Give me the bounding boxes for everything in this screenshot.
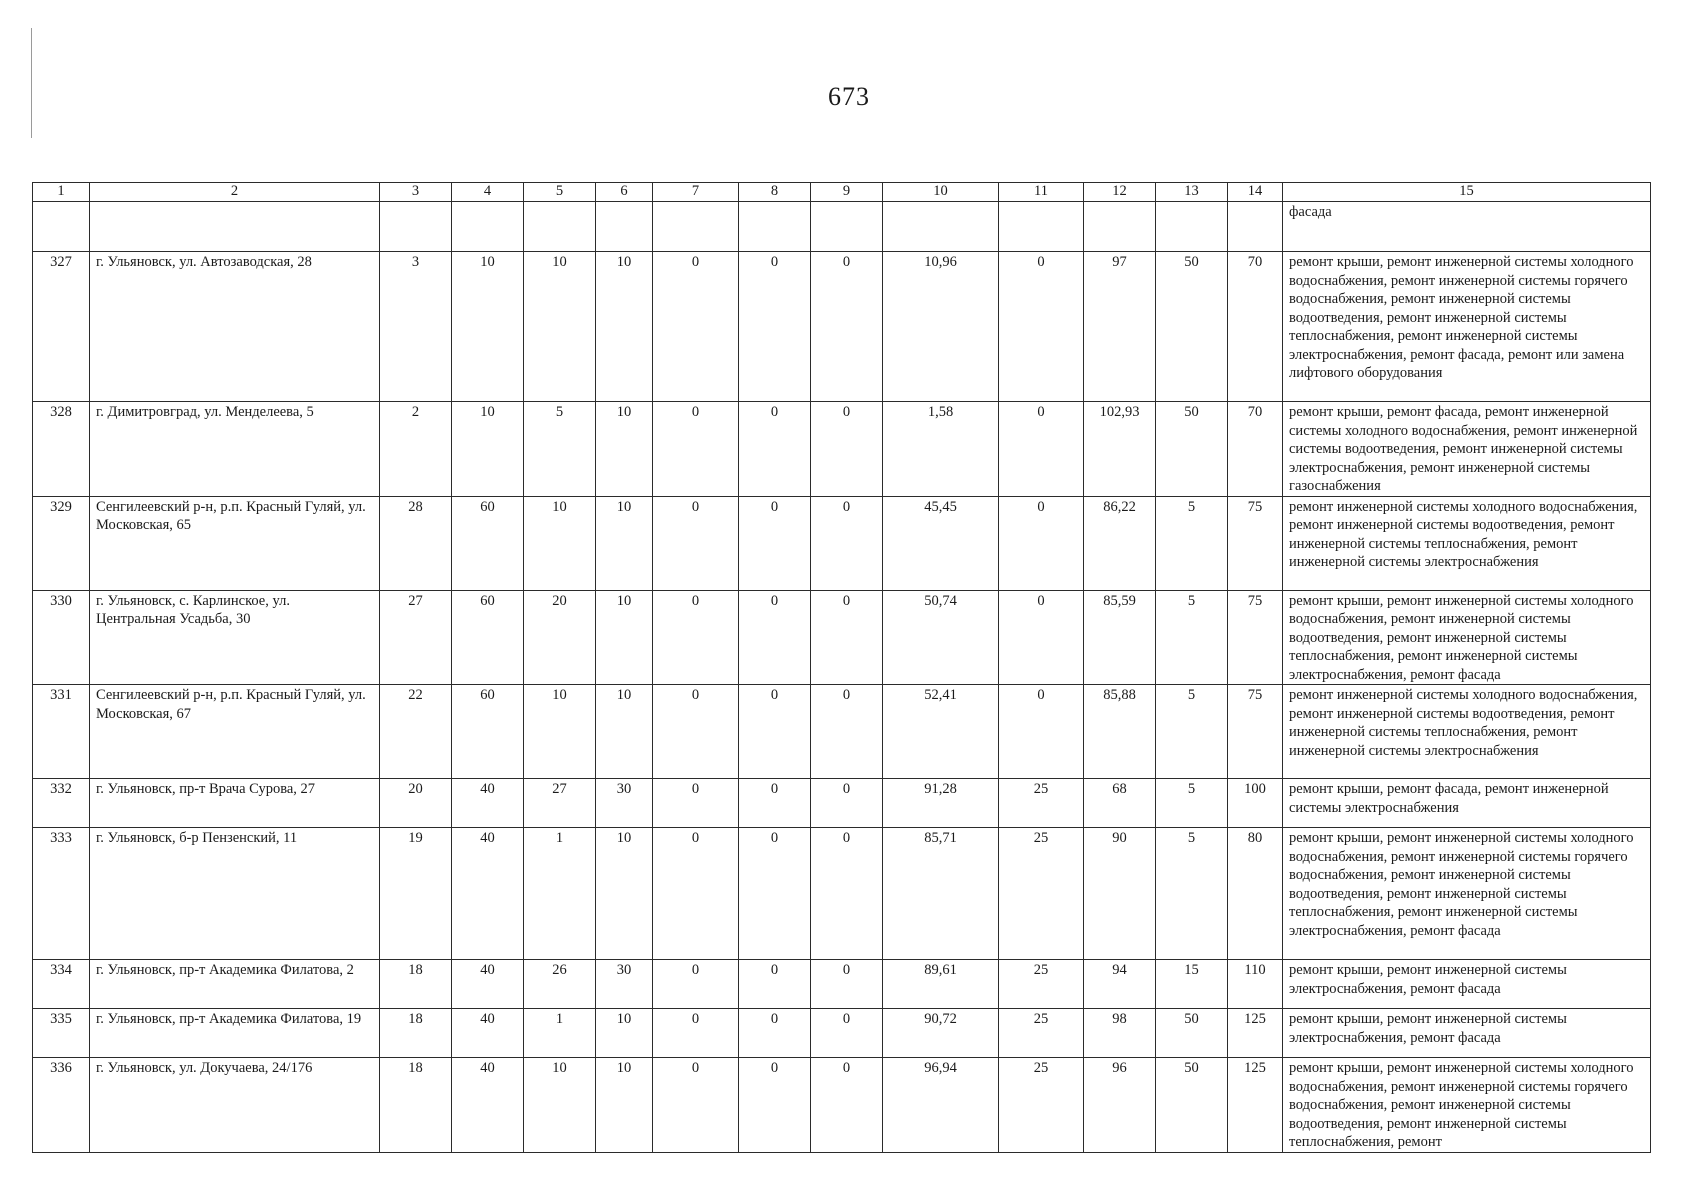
value-cell: 0 — [653, 402, 739, 497]
value-cell: 0 — [999, 685, 1084, 779]
header-cell: 7 — [653, 183, 739, 202]
value-cell: 94 — [1084, 960, 1156, 1009]
value-cell: 10 — [596, 496, 653, 590]
value-cell: 60 — [452, 496, 524, 590]
value-cell: 0 — [653, 828, 739, 960]
value-cell: 10 — [596, 828, 653, 960]
value-cell: 85,71 — [883, 828, 999, 960]
address-cell: г. Ульяновск, с. Карлинское, ул. Центральная Усадьба, 30 — [90, 590, 380, 685]
value-cell: 5 — [1156, 496, 1228, 590]
value-cell: 50 — [1156, 402, 1228, 497]
value-cell: 10 — [596, 1009, 653, 1058]
value-cell: 5 — [1156, 685, 1228, 779]
address-cell: Сенгилеевский р-н, р.п. Красный Гуляй, ул. Московская, 67 — [90, 685, 380, 779]
header-cell: 8 — [739, 183, 811, 202]
work-list-cell: фасада — [1283, 202, 1651, 252]
work-list-cell: ремонт крыши, ремонт фасада, ремонт инженерной системы электроснабжения — [1283, 779, 1651, 828]
value-cell: 80 — [1228, 828, 1283, 960]
value-cell: 52,41 — [883, 685, 999, 779]
value-cell: 0 — [739, 828, 811, 960]
value-cell: 86,22 — [1084, 496, 1156, 590]
value-cell: 20 — [524, 590, 596, 685]
value-cell: 100 — [1228, 779, 1283, 828]
row-number-cell: 329 — [33, 496, 90, 590]
value-cell: 75 — [1228, 496, 1283, 590]
address-cell: г. Димитровград, ул. Менделеева, 5 — [90, 402, 380, 497]
value-cell: 10 — [452, 252, 524, 402]
value-cell: 40 — [452, 1058, 524, 1153]
value-cell: 1 — [524, 1009, 596, 1058]
value-cell: 0 — [739, 1058, 811, 1153]
work-list-cell: ремонт крыши, ремонт инженерной системы холодного водоснабжения, ремонт инженерной системы горячего водоснабжения, ремонт инженерной системы водоотведения, ремонт инженерной системы теплоснабжения, ремонт инженерной системы электроснабжения, ремонт фасада — [1283, 828, 1651, 960]
value-cell: 70 — [1228, 402, 1283, 497]
value-cell: 25 — [999, 779, 1084, 828]
table-row — [33, 402, 1651, 497]
header-cell: 3 — [380, 183, 452, 202]
value-cell: 18 — [380, 1058, 452, 1153]
value-cell: 30 — [596, 779, 653, 828]
value-cell: 96,94 — [883, 1058, 999, 1153]
value-cell: 75 — [1228, 590, 1283, 685]
value-cell: 91,28 — [883, 779, 999, 828]
value-cell: 10 — [452, 402, 524, 497]
header-cell: 1 — [33, 183, 90, 202]
value-cell: 0 — [739, 496, 811, 590]
value-cell: 0 — [739, 960, 811, 1009]
value-cell: 0 — [739, 590, 811, 685]
value-cell: 0 — [811, 590, 883, 685]
value-cell: 5 — [1156, 779, 1228, 828]
value-cell: 10 — [524, 496, 596, 590]
value-cell: 30 — [596, 960, 653, 1009]
table-row — [33, 779, 1651, 828]
value-cell: 15 — [1156, 960, 1228, 1009]
value-cell: 0 — [999, 590, 1084, 685]
value-cell: 90,72 — [883, 1009, 999, 1058]
work-list-cell: ремонт крыши, ремонт инженерной системы электроснабжения, ремонт фасада — [1283, 1009, 1651, 1058]
value-cell: 50 — [1156, 1058, 1228, 1153]
value-cell: 125 — [1228, 1058, 1283, 1153]
value-cell: 10 — [596, 590, 653, 685]
work-list-cell: ремонт крыши, ремонт инженерной системы холодного водоснабжения, ремонт инженерной системы горячего водоснабжения, ремонт инженерной системы водоотведения, ремонт инженерной системы теплоснабжения, ремонт инженерной системы электроснабжения, ремонт фасада, ремонт или замена лифтового оборудования — [1283, 252, 1651, 402]
row-number-cell: 331 — [33, 685, 90, 779]
value-cell: 0 — [999, 402, 1084, 497]
value-cell: 20 — [380, 779, 452, 828]
value-cell: 70 — [1228, 252, 1283, 402]
value-cell: 10 — [596, 1058, 653, 1153]
table-row — [33, 496, 1651, 590]
value-cell: 25 — [999, 960, 1084, 1009]
header-cell: 2 — [90, 183, 380, 202]
row-number-cell: 330 — [33, 590, 90, 685]
work-list-cell: ремонт крыши, ремонт фасада, ремонт инженерной системы холодного водоснабжения, ремонт инженерной системы водоотведения, ремонт инженерной системы электроснабжения, ремонт инженерной системы газоснабжения — [1283, 402, 1651, 497]
value-cell: 0 — [999, 496, 1084, 590]
table-row — [33, 828, 1651, 960]
value-cell: 10 — [596, 685, 653, 779]
value-cell: 0 — [653, 685, 739, 779]
value-cell: 68 — [1084, 779, 1156, 828]
value-cell: 85,59 — [1084, 590, 1156, 685]
value-cell: 27 — [380, 590, 452, 685]
value-cell: 0 — [739, 402, 811, 497]
value-cell: 0 — [811, 1058, 883, 1153]
value-cell: 97 — [1084, 252, 1156, 402]
header-cell: 6 — [596, 183, 653, 202]
value-cell: 18 — [380, 960, 452, 1009]
table-row — [33, 960, 1651, 1009]
value-cell: 85,88 — [1084, 685, 1156, 779]
work-list-cell: ремонт инженерной системы холодного водоснабжения, ремонт инженерной системы водоотведения, ремонт инженерной системы теплоснабжения, ремонт инженерной системы электроснабжения — [1283, 685, 1651, 779]
row-number-cell: 332 — [33, 779, 90, 828]
value-cell: 25 — [999, 1058, 1084, 1153]
header-cell: 14 — [1228, 183, 1283, 202]
header-cell: 11 — [999, 183, 1084, 202]
value-cell: 0 — [653, 252, 739, 402]
value-cell: 40 — [452, 1009, 524, 1058]
value-cell: 25 — [999, 1009, 1084, 1058]
value-cell: 1 — [524, 828, 596, 960]
value-cell: 0 — [811, 252, 883, 402]
work-list-cell: ремонт крыши, ремонт инженерной системы холодного водоснабжения, ремонт инженерной системы горячего водоснабжения, ремонт инженерной системы водоотведения, ремонт инженерной системы теплоснабжения, ремонт — [1283, 1058, 1651, 1153]
value-cell: 0 — [653, 1009, 739, 1058]
value-cell: 40 — [452, 960, 524, 1009]
header-cell: 10 — [883, 183, 999, 202]
value-cell: 0 — [811, 960, 883, 1009]
address-cell: г. Ульяновск, ул. Автозаводская, 28 — [90, 252, 380, 402]
value-cell: 5 — [1156, 828, 1228, 960]
value-cell: 89,61 — [883, 960, 999, 1009]
value-cell: 0 — [999, 252, 1084, 402]
value-cell: 0 — [653, 1058, 739, 1153]
work-list-cell: ремонт крыши, ремонт инженерной системы холодного водоснабжения, ремонт инженерной системы водоотведения, ремонт инженерной системы теплоснабжения, ремонт инженерной системы электроснабжения, ремонт фасада — [1283, 590, 1651, 685]
value-cell: 3 — [380, 252, 452, 402]
table-row — [33, 1009, 1651, 1058]
value-cell: 10,96 — [883, 252, 999, 402]
value-cell: 10 — [524, 685, 596, 779]
value-cell: 19 — [380, 828, 452, 960]
value-cell: 0 — [739, 252, 811, 402]
row-number-cell: 328 — [33, 402, 90, 497]
value-cell: 18 — [380, 1009, 452, 1058]
address-cell: г. Ульяновск, пр-т Врача Сурова, 27 — [90, 779, 380, 828]
header-cell: 12 — [1084, 183, 1156, 202]
value-cell: 0 — [739, 1009, 811, 1058]
table-row — [33, 685, 1651, 779]
row-number-cell: 336 — [33, 1058, 90, 1153]
table-row — [33, 590, 1651, 685]
header-cell: 13 — [1156, 183, 1228, 202]
table-row — [33, 252, 1651, 402]
value-cell: 0 — [811, 496, 883, 590]
value-cell: 0 — [653, 960, 739, 1009]
value-cell: 25 — [999, 828, 1084, 960]
value-cell: 40 — [452, 828, 524, 960]
value-cell: 125 — [1228, 1009, 1283, 1058]
value-cell: 0 — [811, 1009, 883, 1058]
value-cell: 50 — [1156, 252, 1228, 402]
value-cell: 26 — [524, 960, 596, 1009]
value-cell: 10 — [596, 402, 653, 497]
value-cell: 50 — [1156, 1009, 1228, 1058]
value-cell: 102,93 — [1084, 402, 1156, 497]
value-cell: 1,58 — [883, 402, 999, 497]
header-cell: 15 — [1283, 183, 1651, 202]
value-cell: 28 — [380, 496, 452, 590]
value-cell: 0 — [811, 779, 883, 828]
value-cell: 0 — [811, 828, 883, 960]
row-number-cell: 333 — [33, 828, 90, 960]
row-number-cell: 334 — [33, 960, 90, 1009]
value-cell: 0 — [811, 685, 883, 779]
value-cell: 110 — [1228, 960, 1283, 1009]
value-cell: 0 — [739, 685, 811, 779]
continuation-row — [33, 202, 1651, 252]
value-cell: 75 — [1228, 685, 1283, 779]
work-list-cell: ремонт инженерной системы холодного водоснабжения, ремонт инженерной системы водоотведения, ремонт инженерной системы теплоснабжения, ремонт инженерной системы электроснабжения — [1283, 496, 1651, 590]
value-cell: 90 — [1084, 828, 1156, 960]
value-cell: 0 — [653, 590, 739, 685]
value-cell: 0 — [739, 779, 811, 828]
value-cell: 0 — [653, 496, 739, 590]
value-cell: 27 — [524, 779, 596, 828]
value-cell: 0 — [653, 779, 739, 828]
value-cell: 10 — [596, 252, 653, 402]
value-cell: 5 — [1156, 590, 1228, 685]
value-cell: 60 — [452, 685, 524, 779]
value-cell: 96 — [1084, 1058, 1156, 1153]
page-number: 673 — [828, 82, 870, 111]
row-number-cell: 335 — [33, 1009, 90, 1058]
repair-program-table — [32, 182, 1651, 1153]
value-cell: 60 — [452, 590, 524, 685]
header-cell: 4 — [452, 183, 524, 202]
table-row — [33, 1058, 1651, 1153]
value-cell: 50,74 — [883, 590, 999, 685]
row-number-cell: 327 — [33, 252, 90, 402]
address-cell: г. Ульяновск, пр-т Академика Филатова, 2 — [90, 960, 380, 1009]
value-cell: 98 — [1084, 1009, 1156, 1058]
address-cell: г. Ульяновск, ул. Докучаева, 24/176 — [90, 1058, 380, 1153]
value-cell: 22 — [380, 685, 452, 779]
header-cell: 5 — [524, 183, 596, 202]
address-cell: г. Ульяновск, б-р Пензенский, 11 — [90, 828, 380, 960]
address-cell: Сенгилеевский р-н, р.п. Красный Гуляй, ул. Московская, 65 — [90, 496, 380, 590]
value-cell: 40 — [452, 779, 524, 828]
address-cell: г. Ульяновск, пр-т Академика Филатова, 19 — [90, 1009, 380, 1058]
work-list-cell: ремонт крыши, ремонт инженерной системы электроснабжения, ремонт фасада — [1283, 960, 1651, 1009]
column-number-row — [33, 183, 1651, 202]
value-cell: 0 — [811, 402, 883, 497]
value-cell: 10 — [524, 252, 596, 402]
value-cell: 2 — [380, 402, 452, 497]
value-cell: 45,45 — [883, 496, 999, 590]
value-cell: 5 — [524, 402, 596, 497]
header-cell: 9 — [811, 183, 883, 202]
value-cell: 10 — [524, 1058, 596, 1153]
